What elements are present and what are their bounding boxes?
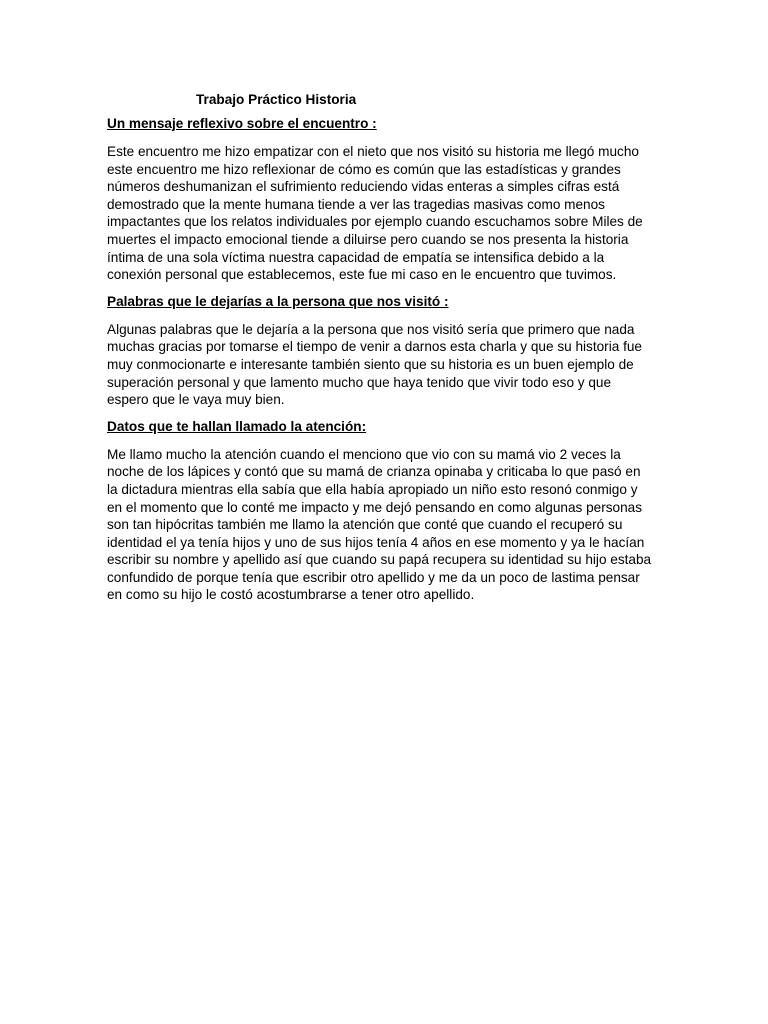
paragraph-line: en como su hijo le costó acostumbrarse a tener otro apellido.: [107, 587, 475, 603]
paragraph-line: son tan hipócritas también me llamo la atención que conté que cuando el recuperó su: [107, 517, 623, 533]
paragraph-line: noche de los lápices y contó que su mamá de crianza opinaba y criticaba lo que pasó en: [107, 464, 641, 480]
section-heading-palabras: Palabras que le dejarías a la persona que nos visitó :: [107, 293, 449, 309]
paragraph-line: íntima de una sola víctima nuestra capacidad de empatía se intensifica debido a la: [107, 249, 605, 265]
paragraph-line: conexión personal que establecemos, este fue mi caso en le encuentro que tuvimos.: [107, 267, 617, 283]
section-paragraph-mensaje: [107, 143, 667, 284]
paragraph-line: muertes el impacto emocional tiende a diluirse pero cuando se nos presenta la historia: [107, 231, 629, 247]
paragraph-line: demostrado que la mente humana tiende a ver las tragedias masivas como menos: [107, 196, 605, 212]
paragraph-line: Me llamo mucho la atención cuando el menciono que vio con su mamá vio 2 veces la: [107, 446, 621, 462]
paragraph-line: Este encuentro me hizo empatizar con el nieto que nos visitó su historia me llegó mucho: [107, 144, 639, 159]
paragraph-line: confundido de porque tenía que escribir otro apellido y me da un poco de lastima pensar: [107, 569, 640, 585]
paragraph-line: escribir su nombre y apellido así que cuando su papá recupera su identidad su hijo estaba: [107, 552, 652, 568]
section-paragraph-palabras: [107, 321, 667, 409]
document-title: Trabajo Práctico Historia: [196, 92, 357, 107]
paragraph-line: en el momento que lo conté me impacto y me dejó pensando en como algunas personas: [107, 499, 643, 515]
paragraph-line: este encuentro me hizo reflexionar de cómo es común que las estadísticas y grandes: [107, 161, 621, 177]
paragraph-line: espero que le vaya muy bien.: [107, 392, 285, 408]
paragraph-line: superación personal y que lamento mucho que haya tenido que vivir todo eso y que: [107, 374, 612, 390]
paragraph-line: identidad el ya tenía hijos y uno de sus hijos tenía 4 años en ese momento y ya le hacían: [107, 534, 645, 550]
paragraph-line: impactantes que los relatos individuales por ejemplo cuando escuchamos sobre Miles de: [107, 214, 643, 230]
section-paragraph-datos: [107, 446, 667, 604]
paragraph-line: números deshumanizan el sufrimiento reduciendo vidas enteras a simples cifras está: [107, 179, 620, 195]
document-content: [107, 90, 667, 612]
paragraph-line: la dictadura mientras ella sabía que ella había apropiado un niño esto resonó conmigo y: [107, 481, 638, 497]
section-heading-mensaje: Un mensaje reflexivo sobre el encuentro :: [107, 116, 377, 131]
paragraph-line: muchas gracias por tomarse el tiempo de venir a darnos esta charla y que su historia fue: [107, 339, 642, 355]
paragraph-line: muy conmocionarte e interesante también siento que su historia es un buen ejemplo de: [107, 356, 634, 372]
section-heading-datos: Datos que te hallan llamado la atención:: [107, 418, 367, 434]
paragraph-line: Algunas palabras que le dejaría a la persona que nos visitó sería que primero que nada: [107, 321, 635, 337]
